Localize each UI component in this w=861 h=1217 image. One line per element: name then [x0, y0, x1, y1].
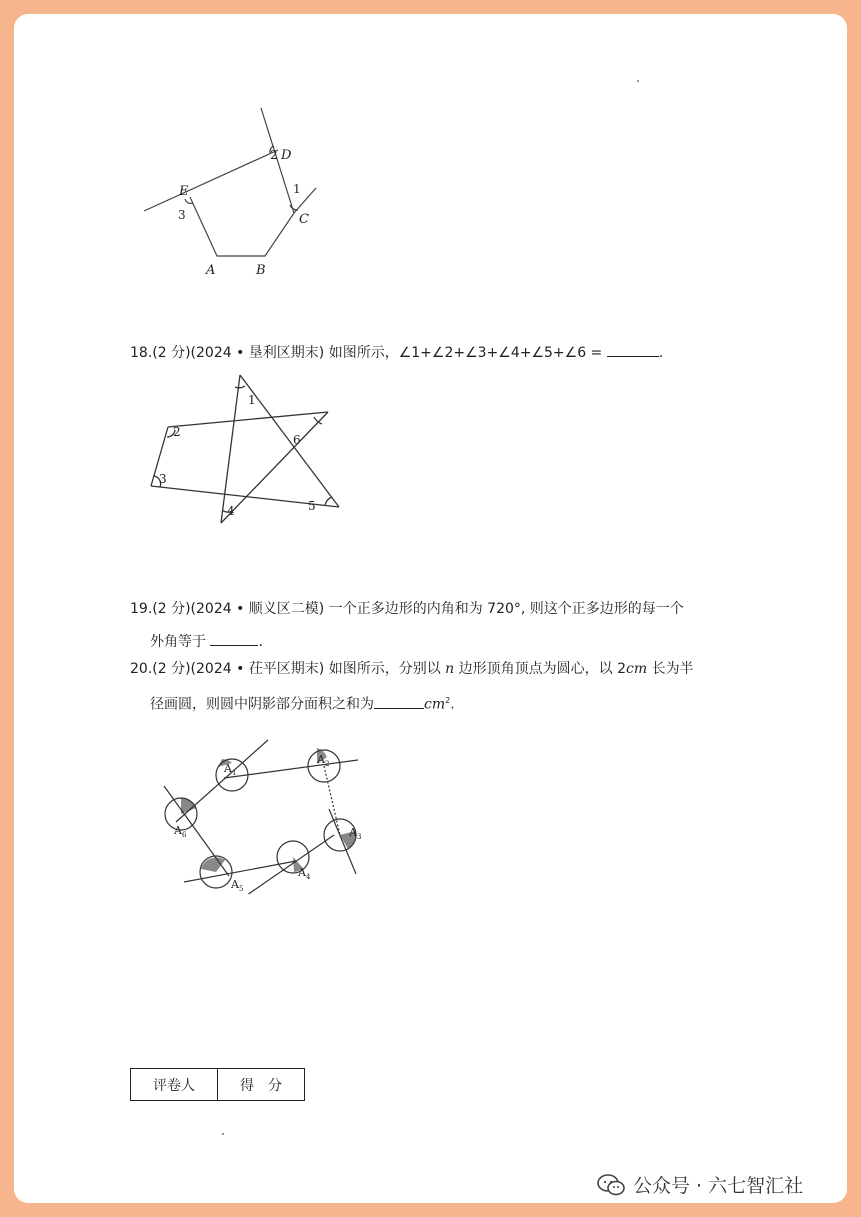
pentagon-sides — [190, 197, 294, 256]
question-text: (2 分)(2024 • 茌平区期末) 如图所示，分别以 — [152, 661, 441, 677]
segment — [221, 375, 240, 523]
period: . — [258, 634, 263, 650]
label-A3: $A_3$ — [349, 826, 362, 841]
pentagon-figure — [144, 104, 344, 279]
period: . — [658, 345, 664, 361]
watermark — [597, 1171, 803, 1198]
dashed-line — [324, 766, 340, 835]
question-text-line-1: (2 分)(2024 • 顺义区二模) 一个正多边形的内角和为 720°, 则这个正多边形的每一个 — [152, 601, 684, 617]
angle-arc — [235, 386, 245, 388]
speck — [222, 1133, 224, 1135]
answer-blank[interactable] — [374, 694, 424, 709]
line — [184, 861, 296, 882]
score-cell[interactable]: 得 分 — [218, 1069, 305, 1101]
label-angle-2: 2 — [173, 425, 181, 439]
speck — [637, 80, 639, 82]
line — [224, 760, 358, 778]
question-19-continued — [150, 631, 263, 652]
label-A2: $A_2$ — [317, 753, 330, 768]
grader-cell: 评卷人 — [131, 1069, 218, 1101]
wechat-icon — [597, 1174, 625, 1196]
label-angle-5: 5 — [308, 499, 316, 513]
question-text: 长为半 — [651, 661, 694, 677]
line — [176, 740, 268, 822]
period: . — [450, 696, 455, 713]
label-angle-1: 1 — [293, 182, 301, 196]
exam-page — [14, 14, 847, 1203]
label-A1: $A_1$ — [224, 762, 237, 777]
label-E: E — [179, 184, 189, 199]
question-number: 18. — [130, 345, 153, 361]
label-angle-1: 1 — [248, 393, 256, 407]
label-angle-6: 6 — [293, 433, 301, 447]
segment — [168, 412, 328, 427]
unit-exponent: 2 — [445, 696, 451, 705]
label-D: D — [281, 148, 292, 163]
question-number: 20. — [130, 661, 153, 677]
label-A4: $A_4$ — [298, 866, 311, 881]
label-angle-3: 3 — [159, 472, 167, 486]
label-A: A — [206, 263, 216, 278]
question-text-line-2: 外角等于 — [150, 634, 206, 650]
label-B: B — [256, 263, 266, 278]
label-angle-4: 4 — [227, 504, 235, 518]
circles-figure — [144, 714, 364, 894]
label-C: C — [299, 212, 309, 227]
star-figure — [144, 372, 344, 532]
question-number: 19. — [130, 601, 153, 617]
score-table — [130, 1068, 305, 1101]
question-20-continued — [150, 691, 455, 715]
question-text-line-2: 径画圆，则圆中阴影部分面积之和为 — [150, 696, 374, 713]
question-text: (2 分)(2024 • 垦利区期末) 如图所示，∠1+∠2+∠3+∠4+∠5+∠6 = — [152, 345, 603, 361]
label-A5: $A_5$ — [231, 878, 244, 893]
line-ED-extended — [144, 150, 278, 211]
question-20 — [130, 659, 694, 679]
unit-cm: cm — [424, 696, 446, 713]
angle-arc — [325, 497, 332, 505]
answer-blank[interactable] — [607, 342, 659, 357]
variable-n: n — [445, 661, 455, 677]
label-angle-2: 2 — [270, 148, 278, 162]
question-text: 边形顶角顶点为圆心，以 2 — [458, 661, 627, 677]
answer-blank[interactable] — [210, 631, 258, 646]
question-19 — [130, 599, 684, 619]
label-angle-3: 3 — [178, 208, 186, 222]
watermark-text: 公众号 · 六七智汇社 — [633, 1175, 804, 1197]
question-18 — [130, 342, 663, 363]
label-A6: $A_6$ — [174, 824, 187, 839]
unit-cm: cm — [626, 661, 648, 677]
